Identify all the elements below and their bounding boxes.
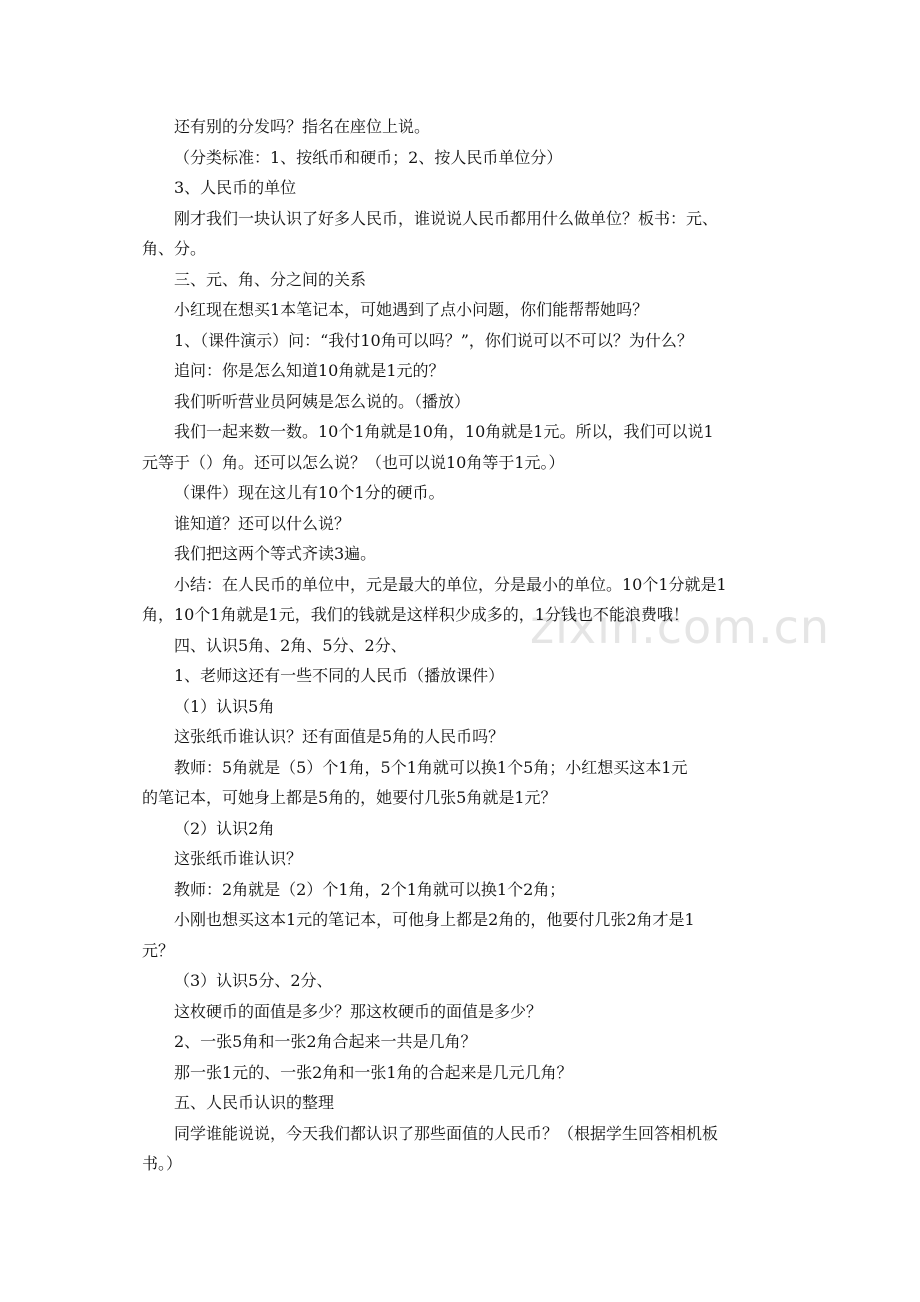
paragraph-line: 3、人民币的单位 bbox=[174, 178, 297, 197]
paragraph-line: （2）认识2角 bbox=[174, 818, 275, 838]
paragraph-line: （分类标准：1、按纸币和硬币；2、按人民币单位分） bbox=[174, 147, 563, 167]
paragraph-line: 我们听听营业员阿姨是怎么说的。（播放） bbox=[174, 391, 471, 411]
paragraph-line: 刚才我们一块认识了好多人民币，谁说说人民币都用什么做单位？板书：元、 bbox=[174, 208, 719, 228]
paragraph-line: 1、（课件演示）问：“我付10角可以吗？”，你们说可以不可以？为什么？ bbox=[174, 330, 693, 350]
watermark: zixin.com.cn bbox=[530, 600, 831, 654]
paragraph-line: 1、老师这还有一些不同的人民币（播放课件） bbox=[174, 666, 505, 685]
paragraph-line: 元等于（）角。还可以怎么说？（也可以说10角等于1元。） bbox=[142, 452, 565, 472]
paragraph-line: 角，10个1角就是1元，我们的钱就是这样积少成多的，1分钱也不能浪费哦！ bbox=[142, 605, 689, 624]
paragraph-line: （1）认识5角 bbox=[174, 696, 275, 716]
paragraph-line: （课件）现在这儿有10个1分的硬币。 bbox=[174, 483, 445, 502]
paragraph-line: 的笔记本，可她身上都是5角的，她要付几张5角就是1元？ bbox=[142, 788, 557, 807]
paragraph-line: 2、一张5角和一张2角合起来一共是几角？ bbox=[174, 1032, 477, 1051]
paragraph-line: 还有别的分发吗？指名在座位上说。 bbox=[174, 117, 431, 136]
paragraph-line: 这张纸币谁认识？ bbox=[174, 849, 303, 868]
paragraph-line: 五、人民币认识的整理 bbox=[174, 1093, 335, 1112]
paragraph-line: 我们一起来数一数。10个1角就是10角，10角就是1元。所以，我们可以说1 bbox=[174, 422, 714, 441]
paragraph-line: 教师：5角就是（5）个1角，5个1角就可以换1个5角；小红想买这本1元 bbox=[174, 757, 688, 777]
paragraph-line: 这张纸币谁认识？还有面值是5角的人民币吗？ bbox=[174, 727, 505, 746]
paragraph-line: 追问：你是怎么知道10角就是1元的？ bbox=[174, 361, 445, 380]
paragraph-line: 书。） bbox=[142, 1154, 183, 1173]
paragraph-line: 元？ bbox=[142, 940, 175, 960]
paragraph-line: 四、认识5角、2角、5分、2分、 bbox=[174, 635, 407, 655]
paragraph-line: 三、元、角、分之间的关系 bbox=[174, 269, 367, 289]
paragraph-line: 我们把这两个等式齐读3遍。 bbox=[174, 544, 377, 563]
paragraph-line: 小刚也想买这本1元的笔记本，可他身上都是2角的，他要付几张2角才是1 bbox=[174, 910, 695, 929]
paragraph-line: 角、分。 bbox=[142, 239, 207, 258]
paragraph-line: 小红现在想买1本笔记本，可她遇到了点小问题，你们能帮帮她吗？ bbox=[174, 300, 649, 319]
paragraph-line: 教师：2角就是（2）个1角，2个1角就可以换1个2角； bbox=[174, 879, 566, 899]
paragraph-line: 同学谁能说说，今天我们都认识了那些面值的人民币？（根据学生回答相机板 bbox=[174, 1123, 719, 1143]
document-body bbox=[142, 112, 782, 1180]
paragraph-line: （3）认识5分、2分、 bbox=[174, 971, 333, 990]
paragraph-line: 谁知道？还可以什么说？ bbox=[174, 513, 351, 533]
paragraph-line: 那一张1元的、一张2角和一张1角的合起来是几元几角？ bbox=[174, 1062, 573, 1082]
paragraph-line: 小结：在人民币的单位中，元是最大的单位，分是最小的单位。10个1分就是1 bbox=[174, 574, 727, 594]
paragraph-line: 这枚硬币的面值是多少？那这枚硬币的面值是多少？ bbox=[174, 1001, 543, 1021]
